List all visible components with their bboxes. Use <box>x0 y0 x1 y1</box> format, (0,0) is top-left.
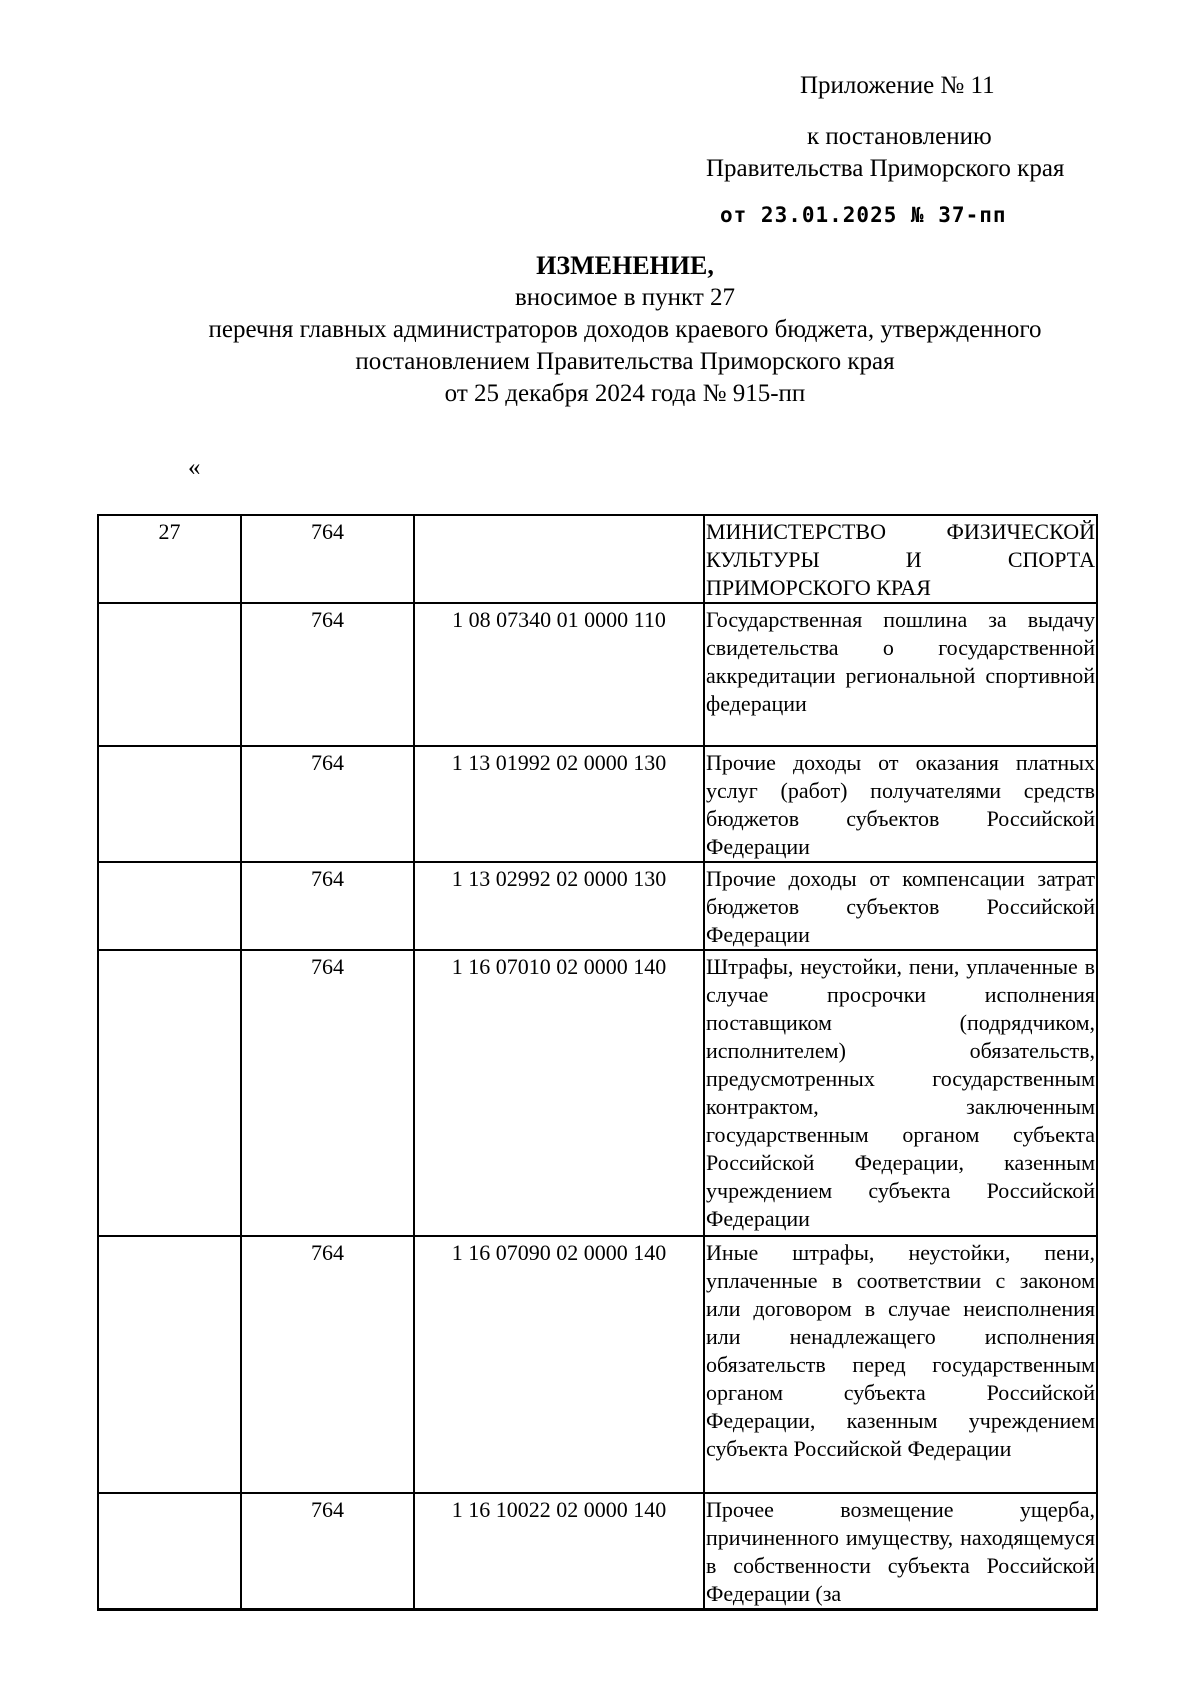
revenue-code <box>414 515 704 603</box>
admin-code: 764 <box>241 862 414 950</box>
title-line-4: от 25 декабря 2024 года № 915-пп <box>444 380 806 407</box>
row-number <box>98 1236 241 1493</box>
opening-quote: « <box>188 454 201 481</box>
revenue-name: Государственная пошлина за выдачу свидетельства о государственной аккредитации региональной спортивной федерации <box>704 603 1097 746</box>
revenue-code: 1 08 07340 01 0000 110 <box>414 603 704 746</box>
table-row <box>98 862 1097 950</box>
revenue-administrators-table <box>97 514 1098 1611</box>
revenue-name: МИНИСТЕРСТВО ФИЗИЧЕСКОЙ КУЛЬТУРЫ И СПОРТА ПРИМОРСКОГО КРАЯ <box>704 515 1097 603</box>
row-number <box>98 862 241 950</box>
row-number <box>98 746 241 862</box>
admin-code: 764 <box>241 950 414 1236</box>
government-label: Правительства Приморского края <box>706 155 1065 182</box>
revenue-code: 1 13 01992 02 0000 130 <box>414 746 704 862</box>
document-heading: ИЗМЕНЕНИЕ, <box>536 251 714 280</box>
admin-code: 764 <box>241 1493 414 1610</box>
title-line-1: вносимое в пункт 27 <box>514 284 736 311</box>
title-line-2: перечня главных администраторов доходов краевого бюджета, утвержденного <box>208 316 1042 343</box>
to-resolution-label: к постановлению <box>807 123 992 150</box>
appendix-label: Приложение № 11 <box>800 72 995 99</box>
table-row <box>98 1236 1097 1493</box>
admin-code: 764 <box>241 746 414 862</box>
admin-code: 764 <box>241 515 414 603</box>
revenue-name: Прочие доходы от компенсации затрат бюджетов субъектов Российской Федерации <box>704 862 1097 950</box>
title-block <box>0 250 1200 410</box>
table-row <box>98 515 1097 603</box>
revenue-name: Прочее возмещение ущерба, причиненного имуществу, находящемуся в собственности субъекта Российской Федерации (за <box>704 1493 1097 1610</box>
revenue-code: 1 13 02992 02 0000 130 <box>414 862 704 950</box>
resolution-date-stamp: от 23.01.2025 № 37-пп <box>720 203 1007 227</box>
row-number <box>98 950 241 1236</box>
title-line-3: постановлением Правительства Приморского края <box>355 348 895 375</box>
table-row <box>98 746 1097 862</box>
row-number: 27 <box>98 515 241 603</box>
row-number <box>98 1493 241 1610</box>
table-row <box>98 1493 1097 1610</box>
revenue-code: 1 16 07010 02 0000 140 <box>414 950 704 1236</box>
admin-code: 764 <box>241 1236 414 1493</box>
table-row <box>98 603 1097 746</box>
table-row <box>98 950 1097 1236</box>
revenue-name: Прочие доходы от оказания платных услуг (работ) получателями средств бюджетов субъектов Российской Федерации <box>704 746 1097 862</box>
revenue-name: Штрафы, неустойки, пени, уплаченные в случае просрочки исполнения поставщиком (подрядчиком, исполнителем) обязательств, предусмотренных государственным контрактом, заключенным государственным органом субъекта Российской Федерации, казенным учреждением субъекта Российской Федерации <box>704 950 1097 1236</box>
revenue-code: 1 16 07090 02 0000 140 <box>414 1236 704 1493</box>
revenue-name: Иные штрафы, неустойки, пени, уплаченные в соответствии с законом или договором в случае неисполнения или ненадлежащего исполнения обязательств перед государственным органом субъекта Российской Федерации, казенным учреждением субъекта Российской Федерации <box>704 1236 1097 1493</box>
row-number <box>98 603 241 746</box>
revenue-code: 1 16 10022 02 0000 140 <box>414 1493 704 1610</box>
admin-code: 764 <box>241 603 414 746</box>
